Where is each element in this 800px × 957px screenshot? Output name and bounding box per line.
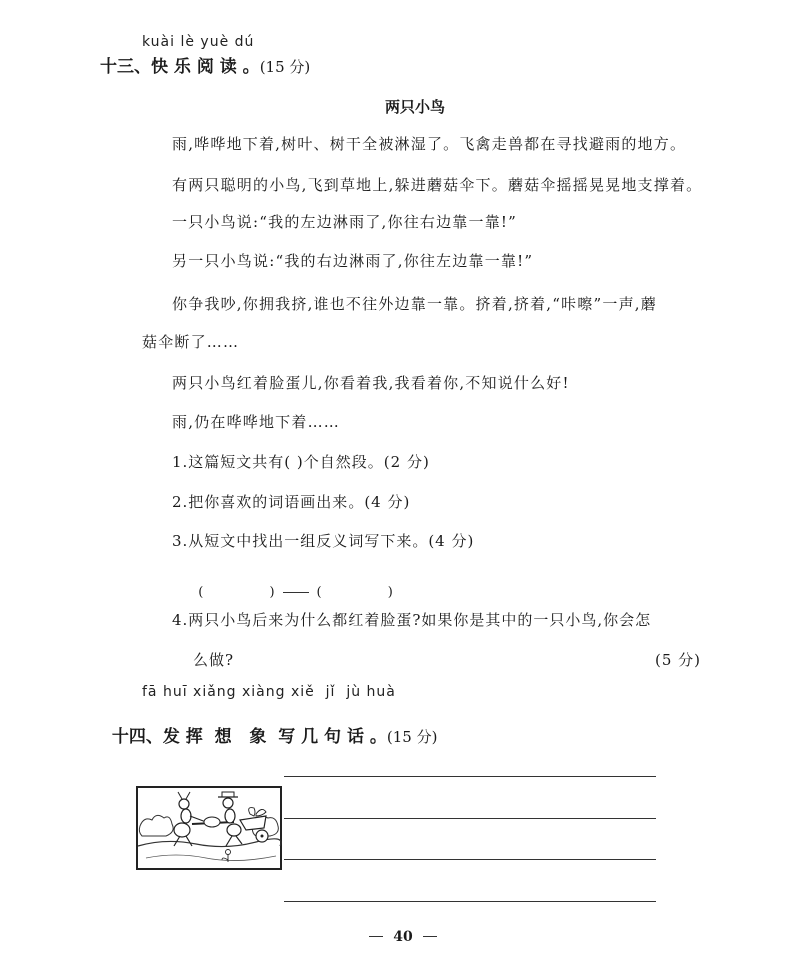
- story-paragraph-6: 两只小鸟红着脸蛋儿,你看着我,我看着你,不知说什么好!: [172, 374, 570, 392]
- footer-dash-left: [369, 936, 383, 937]
- page-number: 40: [393, 929, 413, 945]
- ants-illustration: [136, 786, 282, 870]
- question-4-points: (5 分): [655, 651, 702, 669]
- footer-dash-right: [423, 936, 437, 937]
- story-paragraph-4: 另一只小鸟说:“我的右边淋雨了,你往左边靠一靠!”: [172, 252, 534, 270]
- story-paragraph-2: 有两只聪明的小鸟,飞到草地上,躲进蘑菇伞下。蘑菇伞摇摇晃晃地支撑着。: [172, 176, 703, 194]
- story-paragraph-7: 雨,仍在哗哗地下着……: [172, 413, 340, 431]
- writing-line-4[interactable]: [284, 901, 656, 902]
- story-paragraph-3: 一只小鸟说:“我的左边淋雨了,你往右边靠一靠!”: [172, 213, 517, 231]
- question-3: 3.从短文中找出一组反义词写下来。(4 分): [172, 532, 475, 550]
- story-paragraph-1: 雨,哗哗地下着,树叶、树干全被淋湿了。飞禽走兽都在寻找避雨的地方。: [172, 135, 687, 153]
- section13-points: (15 分): [259, 58, 311, 76]
- section14-title: [100, 702, 437, 747]
- writing-line-3[interactable]: [284, 859, 656, 860]
- antonym-dash: [283, 592, 309, 593]
- question-2: 2.把你喜欢的词语画出来。(4 分): [172, 493, 411, 511]
- antonym-blank-right[interactable]: ( ): [316, 585, 393, 600]
- story-paragraph-5-cont: 菇伞断了……: [142, 333, 240, 351]
- question-4-line1: 4.两只小鸟后来为什么都红着脸蛋?如果你是其中的一只小鸟,你会怎: [172, 611, 652, 629]
- page-footer: [363, 926, 443, 945]
- writing-line-1[interactable]: [284, 776, 656, 777]
- antonym-blank-left[interactable]: ( ): [198, 585, 275, 600]
- writing-line-2[interactable]: [284, 818, 656, 819]
- question-4-line2: 么做?: [193, 651, 235, 669]
- section14-pinyin: fā huī xiǎng xiàng xiě jǐ jù huà: [142, 684, 396, 700]
- section14-points: (15 分): [386, 728, 438, 746]
- question-3-answer: [190, 570, 393, 600]
- section14-title-text: 十四、发 挥 想 象 写 几 句 话 。: [111, 727, 387, 747]
- ants-wheelbarrow-icon: [136, 786, 282, 870]
- section13-title-text: 十三、快 乐 阅 读 。: [100, 57, 260, 77]
- section13-pinyin: kuài lè yuè dú: [142, 34, 255, 50]
- story-paragraph-5: 你争我吵,你拥我挤,谁也不往外边靠一靠。挤着,挤着,“咔嚓”一声,蘑: [172, 295, 657, 313]
- question-1: 1.这篇短文共有( )个自然段。(2 分): [172, 453, 430, 471]
- section13-title: [100, 52, 310, 77]
- story-title: 两只小鸟: [385, 98, 446, 116]
